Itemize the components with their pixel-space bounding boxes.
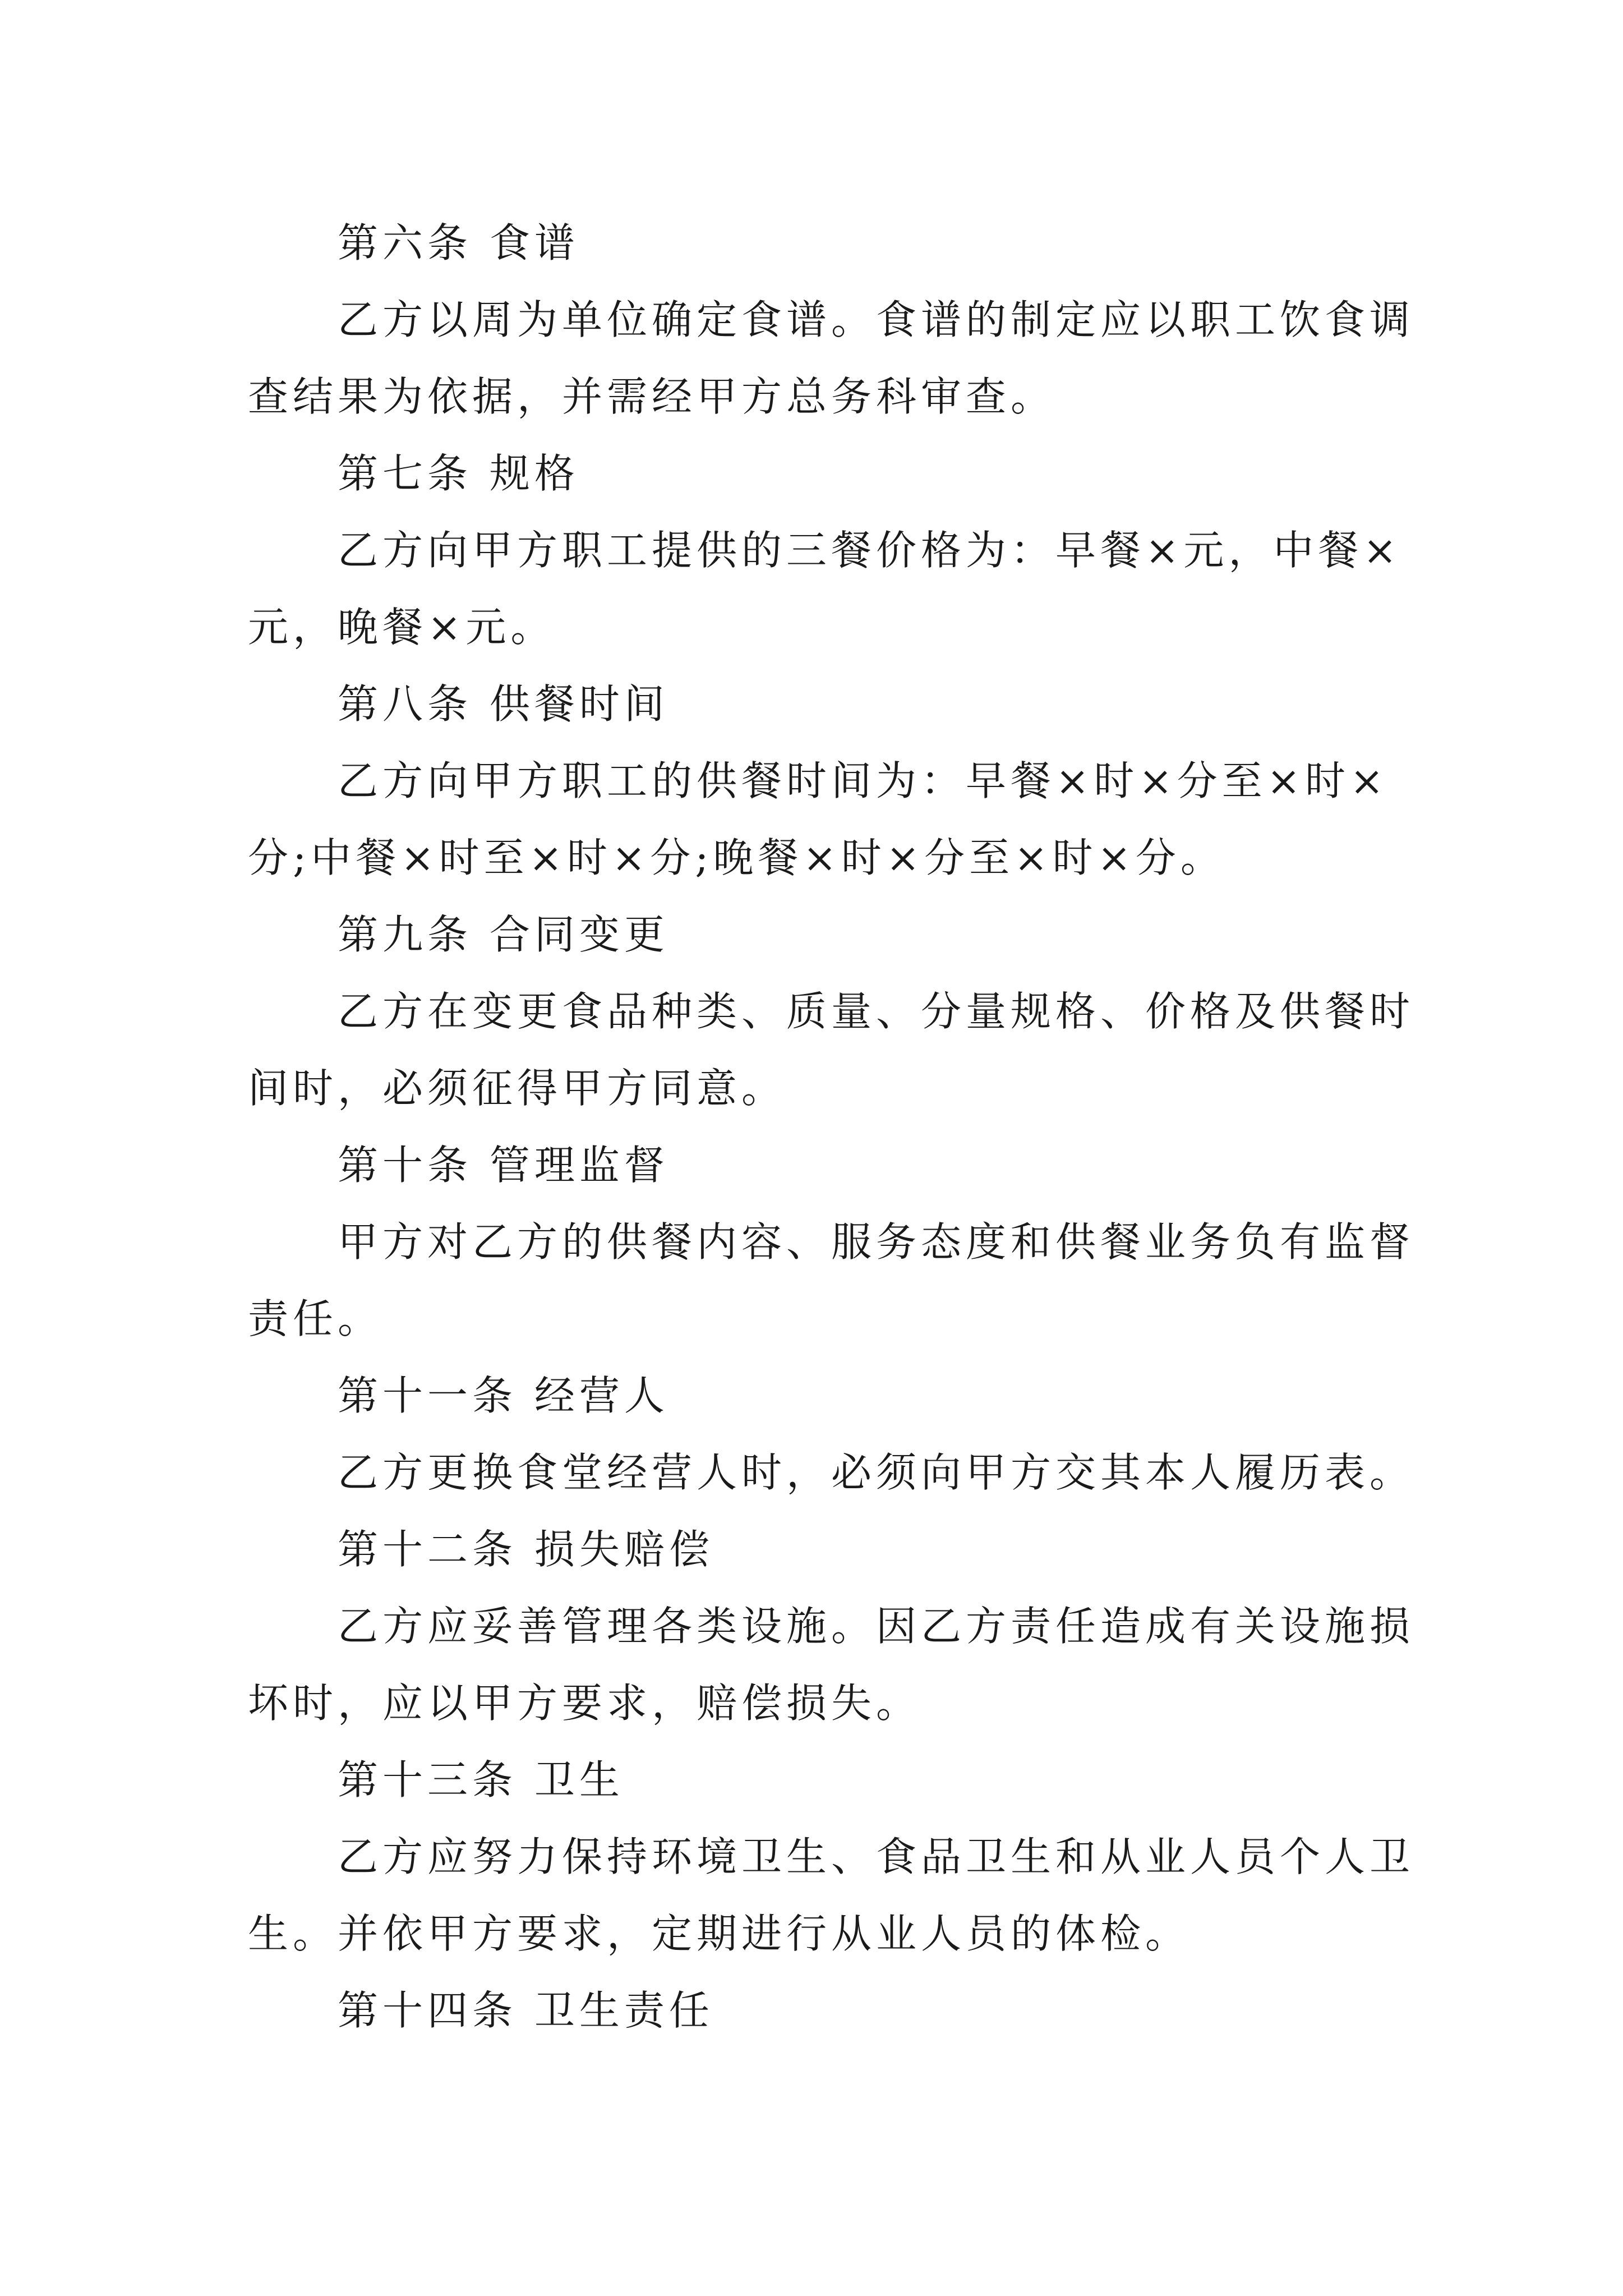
body-line: 乙方以周为单位确定食谱。食谱的制定应以职工饮食调 xyxy=(338,296,1415,343)
body-line: 间时，必须征得甲方同意。 xyxy=(248,1065,787,1112)
body-line: 乙方应妥善管理各类设施。因乙方责任造成有关设施损 xyxy=(338,1603,1415,1650)
article-heading: 第十一条 经营人 xyxy=(338,1372,669,1419)
article-body xyxy=(248,282,1415,435)
body-line: 分;中餐×时至×时×分;晚餐×时×分至×时×分。 xyxy=(248,834,1225,881)
body-line: 乙方向甲方职工提供的三餐价格为：早餐×元，中餐× xyxy=(338,527,1401,574)
article-body xyxy=(248,1204,1415,1358)
article-heading: 第十二条 损失赔偿 xyxy=(338,1526,714,1573)
article-heading: 第十四条 卫生责任 xyxy=(338,1987,714,2034)
article-body xyxy=(248,1819,1415,1972)
body-line: 乙方向甲方职工的供餐时间为：早餐×时×分至×时× xyxy=(338,757,1389,804)
body-line: 乙方更换食堂经营人时，必须向甲方交其本人履历表。 xyxy=(338,1449,1415,1496)
article-body xyxy=(248,973,1415,1127)
article-heading: 第六条 食谱 xyxy=(338,219,579,266)
article-body xyxy=(248,512,1409,666)
article-body xyxy=(248,1434,1415,1511)
article-heading: 第九条 合同变更 xyxy=(338,911,669,958)
body-line: 查结果为依据，并需经甲方总务科审查。 xyxy=(248,373,1056,420)
body-line: 生。并依甲方要求，定期进行从业人员的体检。 xyxy=(248,1910,1191,1957)
article-heading: 第八条 供餐时间 xyxy=(338,680,669,728)
body-line: 乙方在变更食品种类、质量、分量规格、价格及供餐时 xyxy=(338,988,1415,1035)
body-line: 甲方对乙方的供餐内容、服务态度和供餐业务负有监督 xyxy=(338,1218,1415,1266)
article-heading: 第十条 管理监督 xyxy=(338,1142,669,1189)
article-body xyxy=(248,1588,1415,1742)
body-line: 责任。 xyxy=(248,1295,383,1342)
article-heading: 第七条 规格 xyxy=(338,450,579,497)
body-line: 坏时，应以甲方要求，赔偿损失。 xyxy=(248,1680,921,1727)
body-line: 元，晚餐×元。 xyxy=(248,604,556,651)
article-body xyxy=(248,743,1409,896)
article-heading: 第十三条 卫生 xyxy=(338,1756,624,1803)
body-line: 乙方应努力保持环境卫生、食品卫生和从业人员个人卫 xyxy=(338,1833,1415,1880)
